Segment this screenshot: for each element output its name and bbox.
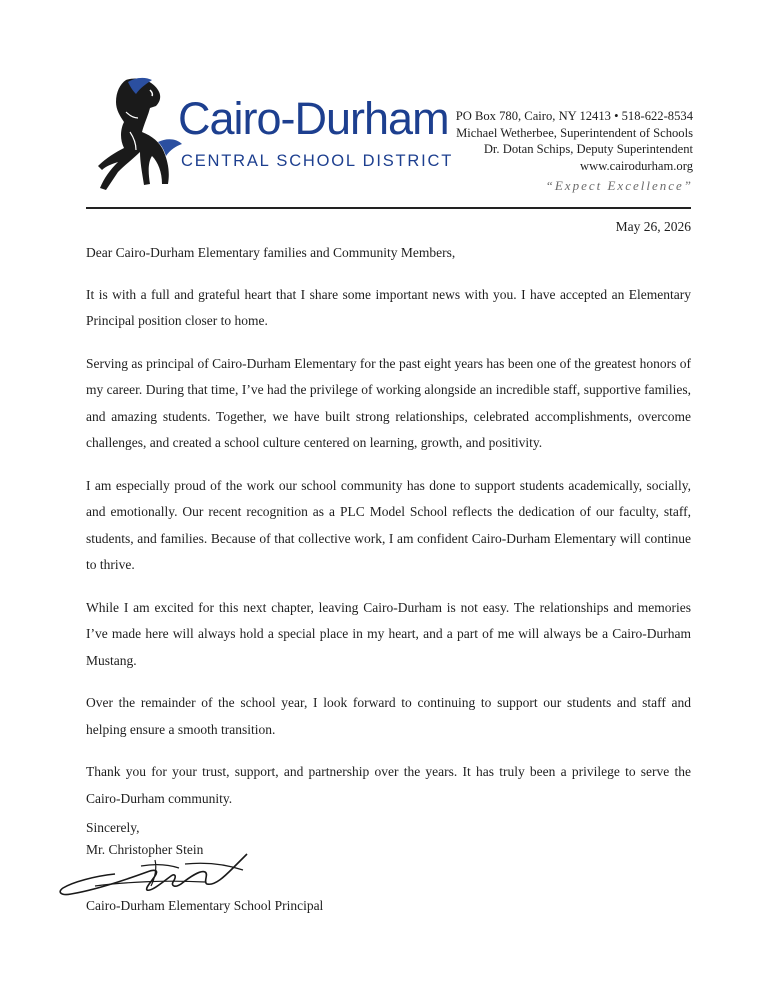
letter-paragraph: While I am excited for this next chapter, leaving Cairo-Durham is not easy. The relationships and memories I’ve made here will always hold a special place in my heart, and a part of me will always be a Cairo-Durham Mustang. (86, 599, 691, 668)
letter-paragraph: It is with a full and grateful heart that I share some important news with you. I have accepted an Elementary Principal position closer to home. (86, 286, 691, 328)
district-subtitle: CENTRAL SCHOOL DISTRICT (181, 152, 454, 170)
letter-paragraph: I am especially proud of the work our school community has done to support students academically, socially, and emotionally. Our recent recognition as a PLC Model School reflects the dedication of our faculty, staff, students, and families. Because of that collective work, I am confident Cairo-Durham Elementary will continue to thrive. (86, 477, 691, 572)
letter-salutation: Dear Cairo-Durham Elementary families and Community Members, (86, 245, 456, 260)
letter-paragraph: Thank you for your trust, support, and partnership over the years. It has truly been a privilege to serve the Cairo-Durham community. (86, 764, 691, 806)
district-name: Cairo-Durham (178, 93, 449, 144)
contact-deputy-superintendent: Dr. Dotan Schips, Deputy Superintendent (483, 142, 693, 156)
signer-name: Mr. Christopher Stein (86, 842, 204, 857)
mustang-horse-icon (86, 72, 186, 197)
letter-paragraph: Serving as principal of Cairo-Durham Elementary for the past eight years has been one of the greatest honors of my career. During that time, I’ve had the privilege of working alongside an incredible staff, supportive families, and amazing students. Together, we have built strong relationships, celebrated accomplishments, overcome challenges, and created a school culture centered on learning, growth, and positivity. (86, 355, 691, 450)
letter-paragraph: Over the remainder of the school year, I look forward to continuing to support our students and staff and helping ensure a smooth transition. (86, 695, 691, 737)
contact-address-phone: PO Box 780, Cairo, NY 12413 • 518-622-8534 (455, 109, 693, 123)
contact-superintendent: Michael Wetherbee, Superintendent of Schools (456, 125, 693, 140)
header-divider (86, 207, 691, 209)
handwritten-signature (55, 846, 250, 901)
contact-block (456, 108, 693, 174)
signer-title: Cairo-Durham Elementary School Principal (86, 898, 324, 913)
letter-closing: Sincerely, (86, 820, 140, 835)
letter-body (86, 240, 691, 828)
contact-website: www.cairodurham.org (580, 158, 693, 173)
district-motto: “Expect Excellence” (545, 178, 693, 193)
letter-date: May 26, 2026 (615, 219, 691, 234)
